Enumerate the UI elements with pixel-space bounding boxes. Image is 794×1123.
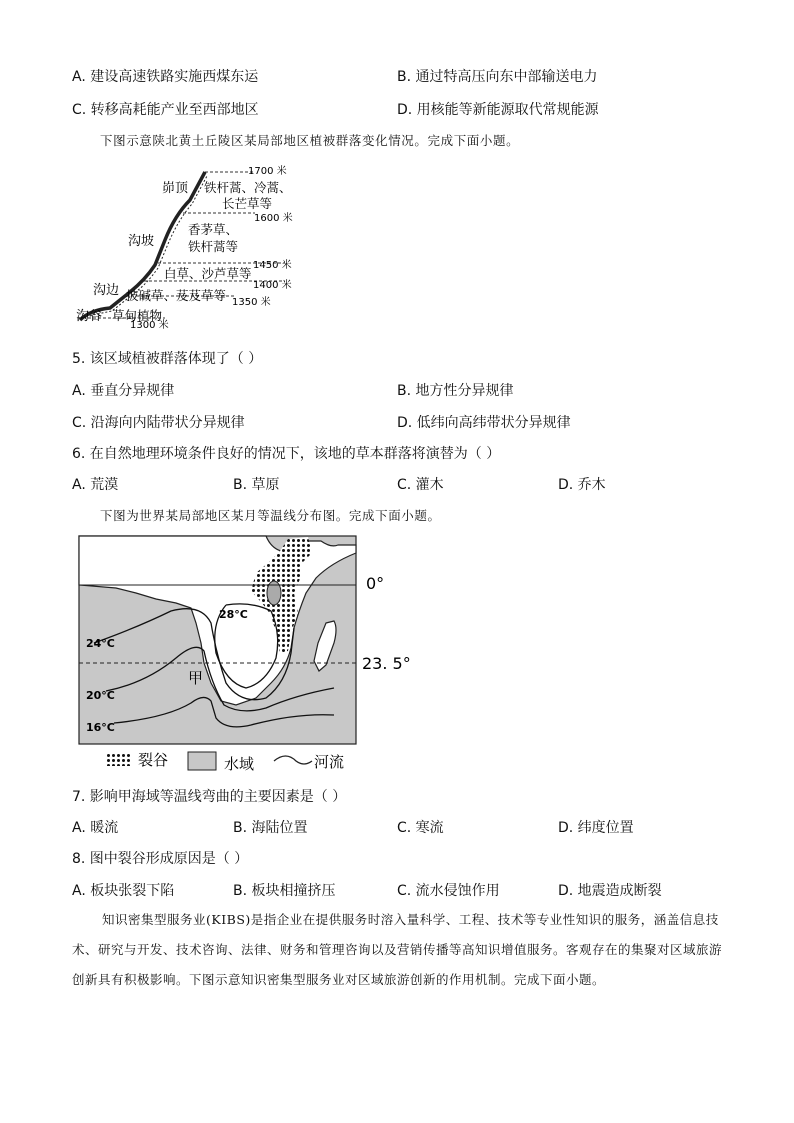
q7-option-d: D. 纬度位置 bbox=[558, 820, 634, 836]
lat-equator: 0° bbox=[366, 574, 385, 593]
community-1b: 长芒草等 bbox=[222, 196, 273, 211]
q6-stem: 6. 在自然地理环境条件良好的情况下，该地的草本群落将演替为（ ） bbox=[72, 446, 501, 462]
option-b: B. 通过特高压向东中部输送电力 bbox=[397, 69, 598, 85]
option-c: C. 转移高耗能产业至西部地区 bbox=[72, 102, 259, 118]
q8-option-c: C. 流水侵蚀作用 bbox=[397, 883, 500, 899]
intro-isotherm: 下图为世界某局部地区某月等温线分布图。完成下面小题。 bbox=[100, 508, 441, 523]
q5-option-c: C. 沿海向内陆带状分异规律 bbox=[72, 415, 245, 431]
vegetation-profile-figure bbox=[70, 160, 310, 335]
elev-1450: 1450 米 bbox=[253, 260, 292, 271]
landform-slope: 沟坡 bbox=[128, 234, 155, 249]
isotherm-20: 20°C bbox=[86, 689, 115, 702]
place-jia: 甲 bbox=[188, 669, 204, 687]
community-5: 草甸植物 bbox=[112, 308, 163, 323]
lat-tropic: 23. 5° bbox=[362, 654, 411, 673]
q7-option-a: A. 暖流 bbox=[72, 820, 119, 836]
q6-option-d: D. 乔木 bbox=[558, 477, 606, 493]
intro-vegetation: 下图示意陕北黄土丘陵区某局部地区植被群落变化情况。完成下面小题。 bbox=[100, 133, 520, 148]
landform-edge: 沟边 bbox=[93, 283, 120, 298]
q6-option-c: C. 灌木 bbox=[397, 477, 444, 493]
q5-option-b: B. 地方性分异规律 bbox=[397, 383, 514, 399]
q8-stem: 8. 图中裂谷形成原因是（ ） bbox=[72, 851, 249, 867]
isotherm-16: 16°C bbox=[86, 721, 115, 734]
option-d: D. 用核能等新能源取代常规能源 bbox=[397, 102, 599, 118]
legend-water: 水域 bbox=[224, 755, 255, 773]
legend-rift: 裂谷 bbox=[138, 751, 169, 769]
q7-stem: 7. 影响甲海域等温线弯曲的主要因素是（ ） bbox=[72, 789, 347, 805]
q6-option-a: A. 荒漠 bbox=[72, 477, 119, 493]
elev-1600: 1600 米 bbox=[254, 213, 293, 224]
community-2b: 铁杆蒿等 bbox=[188, 239, 239, 254]
legend-rift-swatch bbox=[106, 752, 130, 766]
legend-river: 河流 bbox=[314, 753, 345, 771]
intro-kibs: 知识密集型服务业(KIBS)是指企业在提供服务时溶入量科学、工程、技术等专业性知识的服务，涵盖信息技术、研究与开发、技术咨询、法律、财务和管理咨询以及营销传播等高知识增值服务。客观存在的集聚对区域旅游创新具有积极影响。下图示意知识密集型服务业对区域旅游创新的作用机制。完成下面小题。 bbox=[72, 912, 723, 987]
landform-valley: 沟谷 bbox=[76, 309, 103, 324]
community-3: 白草、沙芦草等 bbox=[164, 266, 252, 281]
elev-1300: 1300 米 bbox=[130, 320, 169, 331]
q5-option-a: A. 垂直分异规律 bbox=[72, 383, 175, 399]
q8-option-a: A. 板块张裂下陷 bbox=[72, 883, 175, 899]
isotherm-24: 24°C bbox=[86, 637, 115, 650]
elev-1350: 1350 米 bbox=[232, 297, 271, 308]
landform-top: 峁顶 bbox=[162, 181, 189, 196]
community-4a: 披碱草、 bbox=[126, 288, 177, 303]
elev-1400: 1400 米 bbox=[253, 280, 292, 291]
q7-option-b: B. 海陆位置 bbox=[233, 820, 308, 836]
community-4b: 芨芨草等 bbox=[176, 288, 227, 303]
q6-option-b: B. 草原 bbox=[233, 477, 280, 493]
legend-water-swatch bbox=[188, 752, 216, 770]
q8-option-d: D. 地震造成断裂 bbox=[558, 883, 662, 899]
community-1a: 铁杆蒿、冷蒿、 bbox=[204, 180, 292, 195]
community-2a: 香茅草、 bbox=[188, 222, 239, 237]
q5-option-d: D. 低纬向高纬带状分异规律 bbox=[397, 415, 571, 431]
legend-river-swatch bbox=[274, 756, 312, 764]
q7-option-c: C. 寒流 bbox=[397, 820, 444, 836]
isotherm-28: 28°C bbox=[219, 608, 248, 621]
elev-1700: 1700 米 bbox=[248, 166, 287, 177]
isotherm-map-figure bbox=[76, 533, 416, 778]
q5-stem: 5. 该区域植被群落体现了（ ） bbox=[72, 351, 263, 367]
option-a: A. 建设高速铁路实施西煤东运 bbox=[72, 69, 259, 85]
q8-option-b: B. 板块相撞挤压 bbox=[233, 883, 336, 899]
